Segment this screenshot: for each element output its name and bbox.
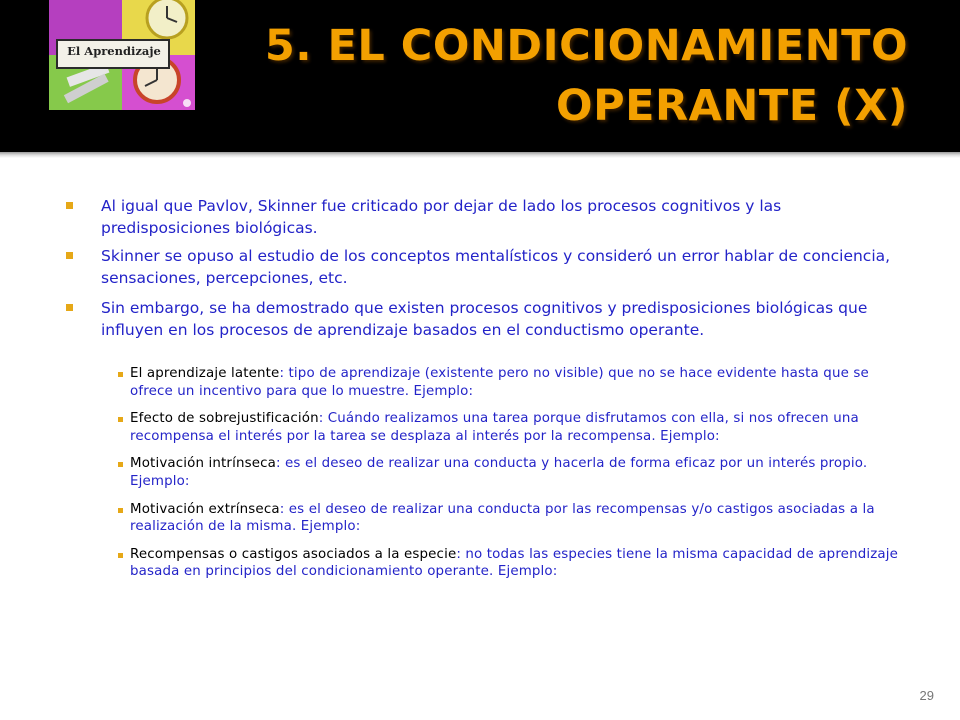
bullet-item bbox=[64, 195, 900, 239]
sub-bullet-item bbox=[64, 410, 900, 445]
square-bullet-icon bbox=[118, 462, 123, 467]
title-line-2: OPERANTE (X) bbox=[556, 81, 908, 131]
square-bullet-icon bbox=[118, 417, 123, 422]
bullet-item bbox=[64, 297, 900, 341]
title-divider bbox=[0, 152, 960, 158]
title-line-1: 5. EL CONDICIONAMIENTO bbox=[264, 21, 908, 71]
square-bullet-icon bbox=[66, 252, 73, 259]
sub-bullet-term: El aprendizaje latente bbox=[130, 366, 280, 381]
bullet-text: Al igual que Pavlov, Skinner fue criticado por dejar de lado los procesos cognitivos y las predisposiciones biológicas. bbox=[101, 197, 782, 237]
sub-bullet-term: Motivación extrínseca bbox=[130, 501, 280, 517]
sub-bullet-text: : tipo de aprendizaje (existente pero no visible) que no se hace evidente hasta que se ofrece un incentivo para que lo muestre. Ejemplo: bbox=[130, 366, 869, 399]
slide-body bbox=[64, 195, 900, 581]
sub-bullet-term: Efecto de sobrejustificación bbox=[130, 411, 319, 427]
sub-bullet-item bbox=[64, 546, 900, 581]
sub-bullet-text: : Cuándo realizamos una tarea porque disfrutamos con ella, si nos ofrecen una recompensa el interés por la tarea se desplaza al interés por la recompensa. Ejemplo: bbox=[130, 411, 859, 444]
sub-bullet-item bbox=[64, 455, 900, 490]
square-bullet-icon bbox=[118, 372, 123, 377]
sub-bullet-text: : es el deseo de realizar una conducta por las recompensas y/o castigos asociadas a la realización de la misma. Ejemplo: bbox=[130, 501, 875, 535]
sub-bullet-text: : no todas las especies tiene la misma capacidad de aprendizaje basada en principios del condicionamiento operante. Ejemplo: bbox=[130, 546, 899, 580]
logo-label: El Aprendizaje bbox=[67, 44, 161, 58]
sub-bullet-text: : es el deseo de realizar una conducta y hacerla de forma eficaz por un interés propio. Ejemplo: bbox=[130, 456, 868, 489]
square-bullet-icon bbox=[118, 553, 123, 558]
bullet-text: Sin embargo, se ha demostrado que existen procesos cognitivos y predisposiciones biológicas que influyen en los procesos de aprendizaje basados en el conductismo operante. bbox=[101, 299, 868, 339]
bullet-item bbox=[64, 245, 900, 289]
sub-bullet-term: Motivación intrínseca bbox=[130, 456, 276, 472]
sub-bullet-item bbox=[64, 501, 900, 536]
sub-bullet-item bbox=[64, 365, 900, 400]
square-bullet-icon bbox=[118, 508, 123, 513]
page-number: 29 bbox=[919, 688, 934, 703]
square-bullet-icon bbox=[66, 202, 73, 209]
slide-title bbox=[188, 16, 908, 136]
bullet-text: Skinner se opuso al estudio de los conceptos mentalísticos y consideró un error hablar de conciencia, sensaciones, percepciones, etc. bbox=[101, 247, 891, 287]
square-bullet-icon bbox=[66, 304, 73, 311]
sub-bullet-term: Recompensas o castigos asociados a la especie bbox=[130, 546, 457, 562]
